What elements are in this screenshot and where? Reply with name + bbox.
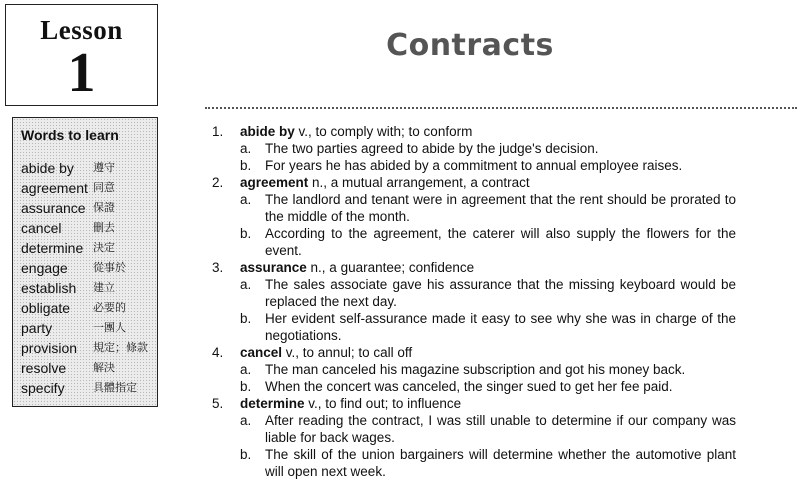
vocab-entry [212,123,736,174]
word-chinese: 同意 [93,182,115,194]
entry-headword-line [240,259,474,276]
word-chinese: 解決 [93,362,115,374]
word-row [21,178,157,198]
example-letter: b. [240,447,252,462]
example-sentence [212,361,736,378]
entry-headword-line [240,123,472,140]
dotted-divider [205,107,797,109]
word-row [21,198,157,218]
vocabulary-list [212,123,736,480]
vocab-entry [212,174,736,259]
example-sentence [212,310,736,344]
lesson-box [5,4,158,106]
words-heading: Words to learn [21,127,119,143]
example-sentence [212,446,736,480]
words-list [21,158,157,398]
example-text: The skill of the union bargainers will determine whether the automotive plant will open next week. [265,447,736,479]
entry-number: 1. [212,124,224,139]
word-chinese: 具體指定 [93,382,137,394]
entry-term: agreement [240,175,309,190]
example-sentence [212,157,736,174]
word-chinese: 保證 [93,202,115,214]
entry-definition: n., a guarantee; confidence [306,260,475,275]
example-sentence [212,225,736,259]
example-text: When the concert was canceled, the singer sued to get her fee paid. [265,379,673,394]
word-chinese: 必要的 [93,302,126,314]
word-english: obligate [21,300,71,316]
word-english: establish [21,280,77,296]
word-english: determine [21,240,84,256]
word-english: party [21,320,53,336]
example-sentence [212,276,736,310]
word-chinese: 一團人 [93,322,126,334]
word-chinese: 從事於 [93,262,126,274]
word-english: provision [21,340,78,356]
words-to-learn-box [12,117,158,407]
entry-definition: v., to comply with; to conform [294,124,473,139]
entry-number: 5. [212,396,224,411]
example-text: The sales associate gave his assurance that the missing keyboard would be replaced the next day. [265,277,736,309]
word-chinese: 規定；條款 [93,342,148,354]
example-text: The landlord and tenant were in agreement that the rent should be prorated to the middle of the month. [265,192,736,224]
word-chinese: 遵守 [93,162,115,174]
word-row [21,358,157,378]
example-letter: a. [240,277,252,292]
example-sentence [212,378,736,395]
example-letter: b. [240,158,252,173]
example-text: Her evident self-assurance made it easy to see why she was in charge of the negotiations. [265,311,736,343]
example-letter: a. [240,362,252,377]
word-row [21,318,157,338]
entry-headword-line [240,395,461,412]
vocab-entry [212,395,736,480]
word-row [21,258,157,278]
word-english: engage [21,260,68,276]
example-text: The man canceled his magazine subscription and got his money back. [265,362,686,377]
entry-headword-line [240,344,412,361]
example-letter: b. [240,311,252,326]
word-row [21,218,157,238]
entry-term: abide by [240,124,295,139]
vocab-entry [212,344,736,395]
vocab-entry [212,259,736,344]
entry-head [212,344,736,361]
example-text: The two parties agreed to abide by the judge's decision. [265,141,599,156]
entry-term: cancel [240,345,283,360]
page-title: Contracts [386,28,554,63]
entry-term: determine [240,396,305,411]
lesson-number: 1 [67,42,96,104]
entry-definition: v., to find out; to influence [304,396,462,411]
word-row [21,338,157,358]
entry-number: 3. [212,260,224,275]
entry-head [212,123,736,140]
example-sentence [212,140,736,157]
example-text: After reading the contract, I was still unable to determine if our company was liable for back wages. [265,413,736,445]
word-english: specify [21,380,65,396]
entry-head [212,395,736,412]
word-english: assurance [21,200,86,216]
entry-definition: n., a mutual arrangement, a contract [308,175,530,190]
word-chinese: 決定 [93,242,115,254]
word-english: abide by [21,160,74,176]
word-chinese: 刪去 [93,222,115,234]
word-chinese: 建立 [93,282,115,294]
example-text: For years he has abided by a commitment to annual employee raises. [265,158,683,173]
lesson-label: Lesson [40,15,123,45]
entry-head [212,259,736,276]
entry-head [212,174,736,191]
example-sentence [212,412,736,446]
example-letter: a. [240,141,252,156]
entry-headword-line [240,174,530,191]
entry-term: assurance [240,260,307,275]
example-text: According to the agreement, the caterer will also supply the flowers for the event. [265,226,736,258]
entry-number: 4. [212,345,224,360]
entry-definition: v., to annul; to call off [282,345,413,360]
example-letter: b. [240,226,252,241]
example-letter: b. [240,379,252,394]
word-row [21,238,157,258]
word-english: agreement [21,180,88,196]
word-row [21,298,157,318]
example-letter: a. [240,413,252,428]
example-sentence [212,191,736,225]
word-row [21,278,157,298]
word-row [21,378,157,398]
example-letter: a. [240,192,252,207]
word-english: resolve [21,360,67,376]
entry-number: 2. [212,175,224,190]
word-row [21,158,157,178]
word-english: cancel [21,220,62,236]
